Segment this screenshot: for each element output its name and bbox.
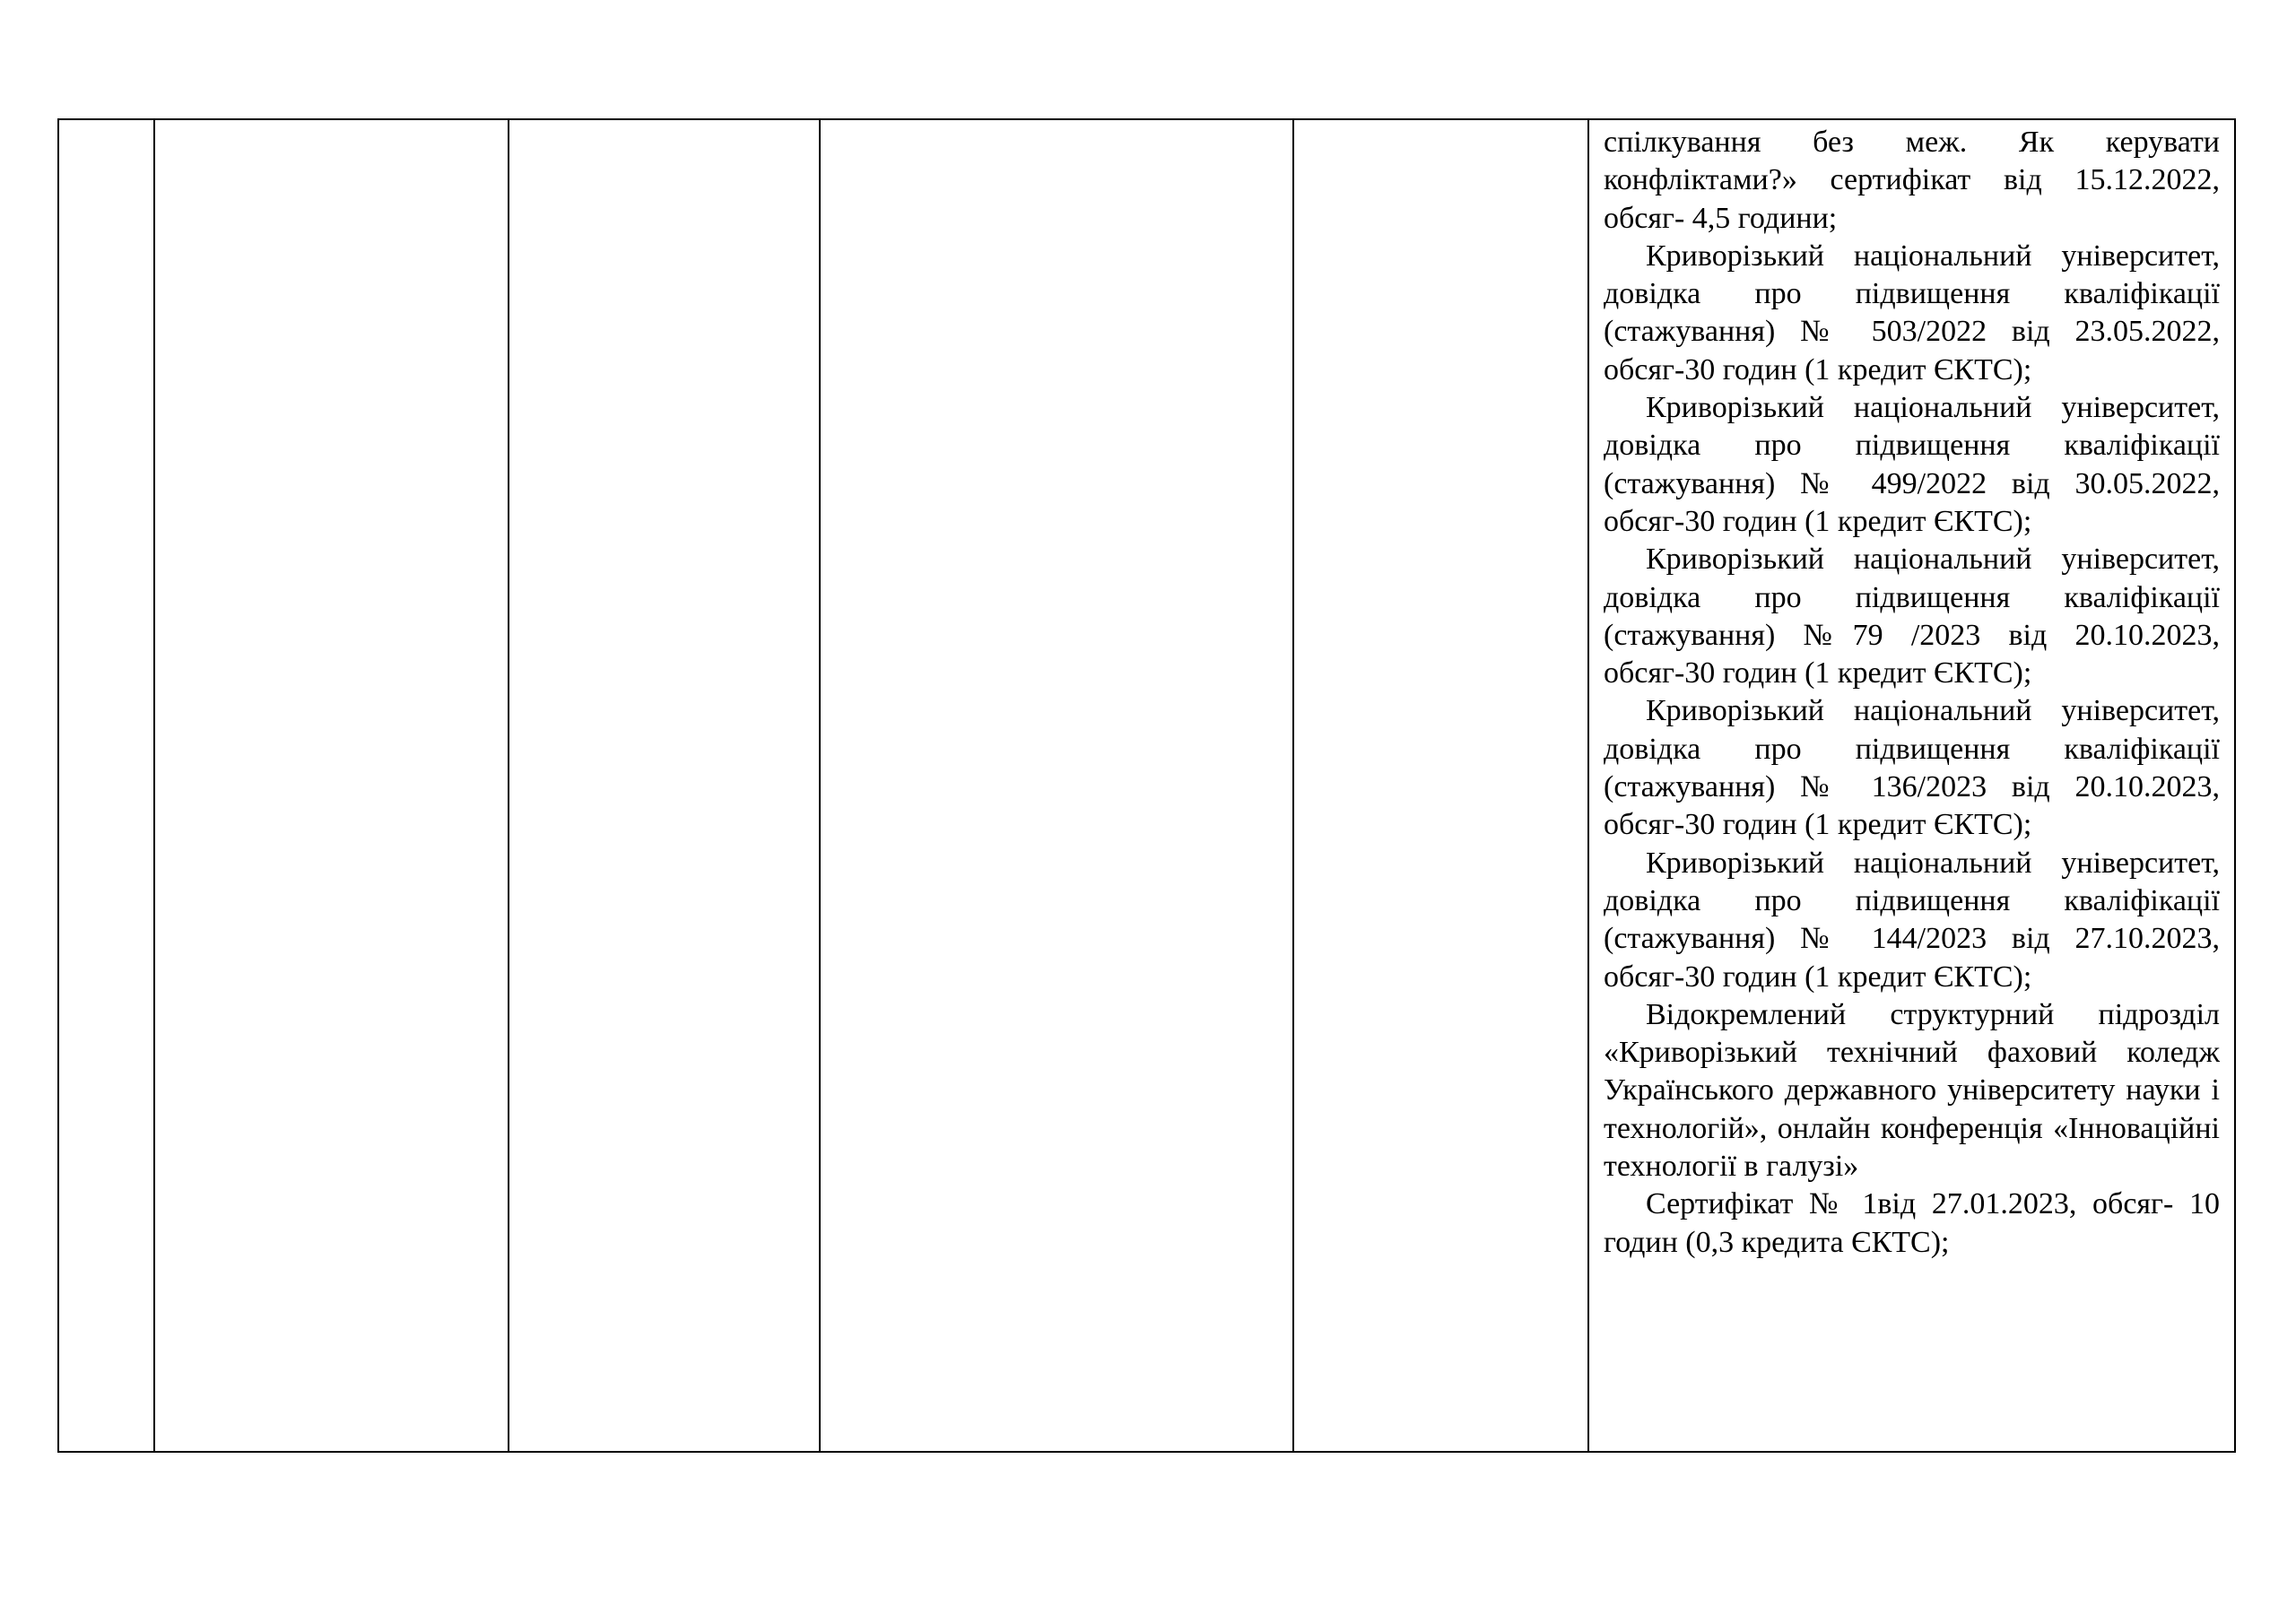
qualification-paragraph: Криворізький національний університет, довідка про підвищення кваліфікації (стажування) № 144/2023 від 27.10.2023, обсяг-30 годин (1 кредит ЄКТС);: [1604, 846, 2220, 994]
qualification-paragraph: Відокремлений структурний підрозділ «Криворізький технічний фаховий коледж Українського державного університету науки і технологій», онлайн конференція «Інноваційні технології в галузі»: [1604, 997, 2220, 1184]
qualification-paragraph: Криворізький національний університет, довідка про підвищення кваліфікації (стажування) №79 /2023 від 20.10.2023, обсяг-30 годин (1 кредит ЄКТС);: [1604, 543, 2220, 690]
qualification-paragraph: Криворізький національний університет, довідка про підвищення кваліфікації (стажування) № 503/2022 від 23.05.2022, обсяг-30 годин (1 кредит ЄКТС);: [1604, 239, 2220, 386]
table-cell-name: [154, 119, 509, 1452]
qualification-paragraph: Сертифікат № 1від 27.01.2023, обсяг- 10 годин (0,3 кредита ЄКТС);: [1604, 1187, 2220, 1259]
table-cell-discipline: [820, 119, 1293, 1452]
qualification-paragraph: Криворізький національний університет, довідка про підвищення кваліфікації (стажування) № 499/2022 від 30.05.2022, обсяг-30 годин (1 кредит ЄКТС);: [1604, 391, 2220, 538]
qualification-paragraph: спілкування без меж. Як керувати конфліктами?» сертифікат від 15.12.2022, обсяг- 4,5 години;: [1604, 126, 2220, 235]
qualification-table: [57, 118, 2236, 1453]
table-cell-education: [1293, 119, 1588, 1452]
table-cell-number: [58, 119, 154, 1452]
table-cell-qualification: [1588, 119, 2235, 1452]
qualification-paragraph: Криворізький національний університет, довідка про підвищення кваліфікації (стажування) № 136/2023 від 20.10.2023, обсяг-30 годин (1 кредит ЄКТС);: [1604, 694, 2220, 842]
table-cell-position: [509, 119, 820, 1452]
table-row: [58, 119, 2235, 1452]
